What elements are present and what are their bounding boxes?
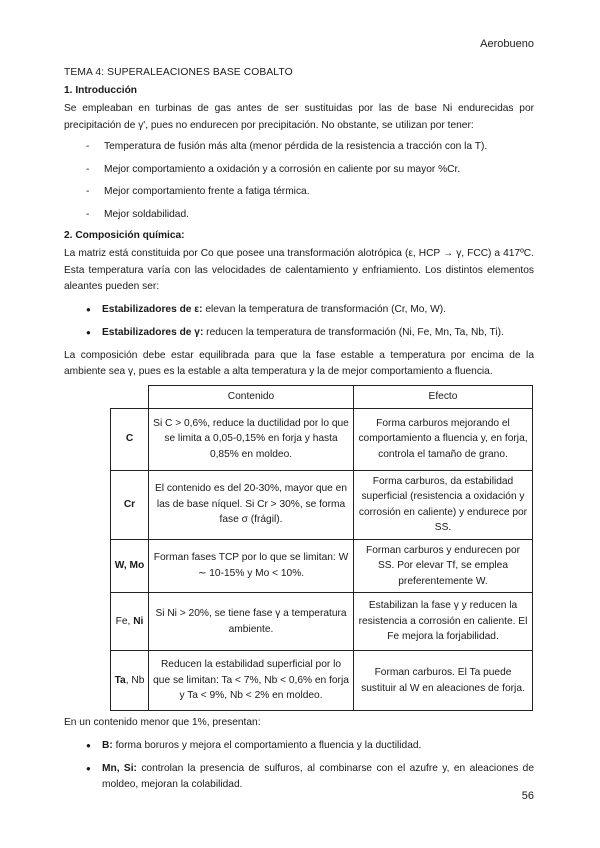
bullet-text: reducen la temperatura de transformación (Ni, Fe, Mn, Ta, Nb, Ti). [203,326,504,338]
section-heading-introduccion: 1. Introducción [64,85,138,96]
table-cell-content: Reducen la estabilidad superficial por lo que se limitan: Ta < 7%, Nb < 0,6% en forja y Ta < 9%, Nb < 2% en moldeo. [149,651,354,711]
table-cell-content: Si Ni > 20%, se tiene fase γ a temperatura ambiente. [149,593,354,651]
table-cell-element: W, Mo [111,539,149,593]
table-row [111,408,533,470]
list-item: - Mejor comportamiento frente a fatiga térmica. [86,185,534,199]
table-cell-effect: Forman carburos y endurecen por SS. Por elevar Tf, se emplea preferentemente W. [354,539,533,593]
table-cell-effect: Estabilizan la fase γ y reducen la resistencia a corrosión en caliente. El Fe mejora la forjabilidad. [354,593,533,651]
bullet-term: Estabilizadores de γ: [102,326,204,338]
table-cell-effect: Forma carburos, da estabilidad superficial (resistencia a oxidación y corrosión en caliente) y endurece por SS. [354,470,533,539]
table-header-row [111,385,533,408]
bullet-term: Mn, Si: [102,762,137,774]
composition-paragraph: La matriz está constituida por Co que posee una transformación alotrópica (ε, HCP → γ, FCC) a 417ºC. Esta temperatura varía con las velocidades de calentamiento y enfriamiento. Los distintos elementos aleantes pueden ser: [64,248,534,292]
table-row [111,651,533,711]
document-page [64,36,534,800]
bullet-text: controlan la presencia de sulfuros, al combinarse con el azufre y, en aleaciones de moldeo, mejoran la colabilidad. [102,762,535,790]
list-item [86,325,534,341]
table-cell-element: Cr [111,470,149,539]
bullet-term: B: [102,739,113,751]
bullet-text: elevan la temperatura de transformación (Cr, Mo, W). [202,303,446,315]
table-header-contenido: Contenido [149,385,354,408]
page-title: TEMA 4: SUPERALEACIONES BASE COBALTO [64,67,293,78]
stabilizers-list [64,302,534,341]
table-cell-effect: Forma carburos mejorando el comportamiento a fluencia y, en forja, controla el tamaño de grano. [354,408,533,470]
table-cell-element: Ta, Nb [111,651,149,711]
bullet-text: forma boruros y mejora el comportamiento a fluencia y la ductilidad. [112,739,422,751]
page-number: 56 [521,790,534,802]
table-cell-element: Fe, Ni [111,593,149,651]
table-header-efecto: Efecto [354,385,533,408]
table-cell-effect: Forman carburos. El Ta puede sustituir al W en aleaciones de forja. [354,651,533,711]
bullet-term: Estabilizadores de ε: [102,303,203,315]
table-row [111,539,533,593]
table-cell-element: C [111,408,149,470]
section-heading-composicion: 2. Composición química: [64,230,185,241]
minor-elements-list [64,738,534,793]
minor-elements-paragraph: En un contenido menor que 1%, presentan: [64,717,261,728]
list-item [86,761,534,793]
table-cell-content: Si C > 0,6%, reduce la ductilidad por lo que se limita a 0,05-0,15% en forja y hasta 0,85% en moldeo. [149,408,354,470]
elements-table [110,385,533,712]
properties-list [64,140,534,222]
list-item: - Mejor comportamiento a oxidación y a corrosión en caliente por su mayor %Cr. [86,163,534,177]
list-item [86,302,534,318]
header-site-name: Aerobueno [480,38,534,50]
table-row [111,593,533,651]
intro-paragraph: Se empleaban en turbinas de gas antes de ser sustituidas por las de base Ni endurecidas por precipitación de γ', pues no endurecen por precipitación. No obstante, se utilizan por tener: [64,103,534,131]
list-item: - Mejor soldabilidad. [86,208,534,222]
table-cell-content: El contenido es del 20-30%, mayor que en las de base níquel. Si Cr > 30%, se forma fase σ (frágil). [149,470,354,539]
table-header-empty [111,385,149,408]
table-row [111,470,533,539]
list-item: - Temperatura de fusión más alta (menor pérdida de la resistencia a tracción con la T). [86,140,534,154]
list-item [86,738,534,754]
balance-paragraph: La composición debe estar equilibrada para que la fase estable a temperatura por encima de la ambiente sea γ, pues es la estable a alta temperatura y la de mejor comportamiento a fluencia. [64,349,534,377]
table-cell-content: Forman fases TCP por lo que se limitan: W ∼ 10-15% y Mo < 10%. [149,539,354,593]
